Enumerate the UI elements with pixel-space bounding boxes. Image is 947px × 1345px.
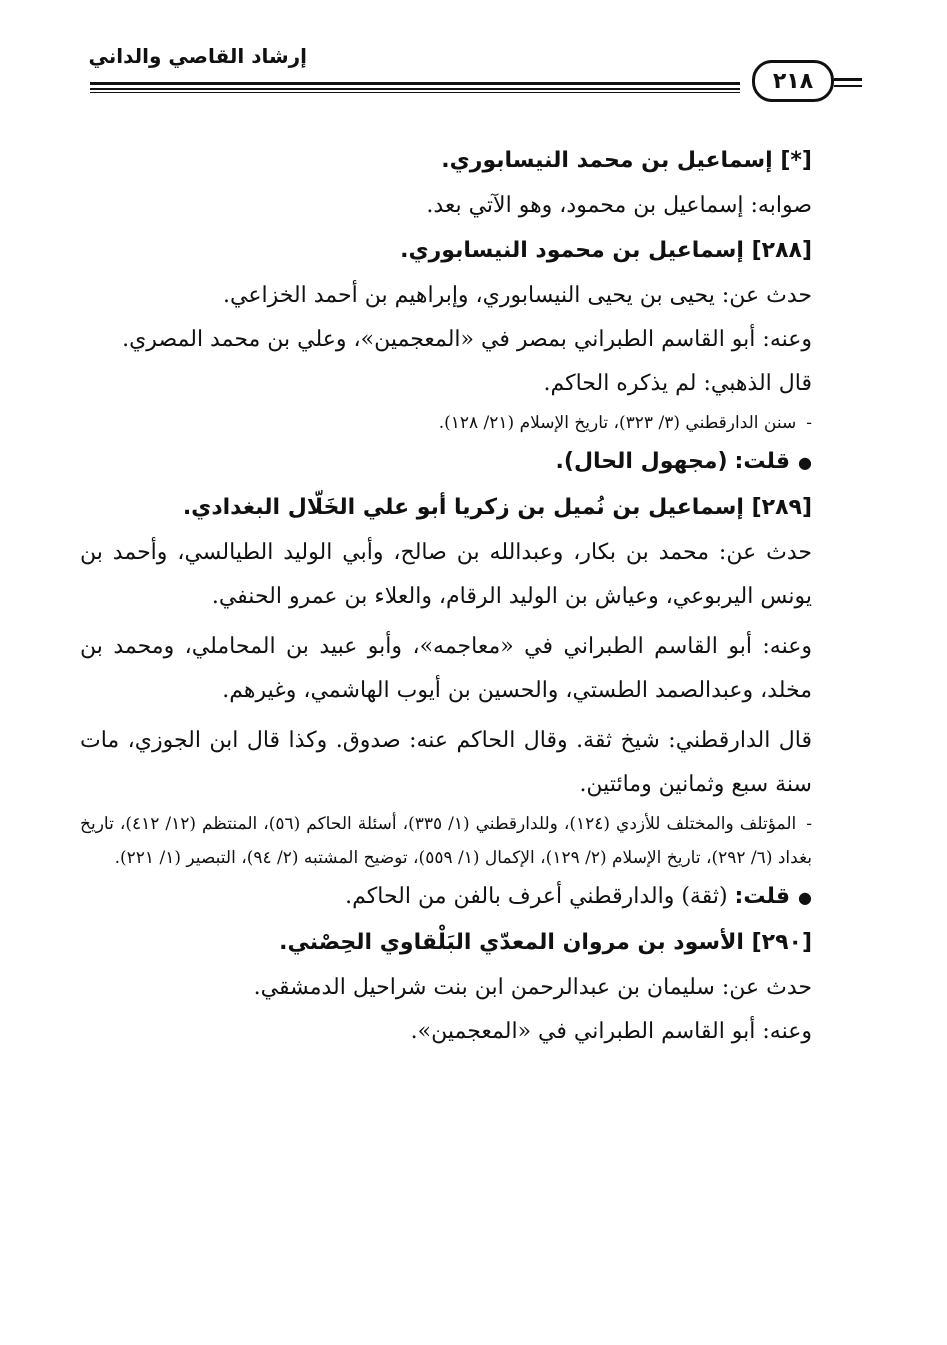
sources-line xyxy=(80,406,812,440)
page-number: ٢١٨ xyxy=(772,68,814,94)
entry-line: حدث عن: يحيى بن يحيى النيسابوري، وإبراهيم بن أحمد الخزاعي. xyxy=(223,283,812,308)
entry-line: قال الدارقطني: شيخ ثقة. وقال الحاكم عنه: صدوق. وكذا قال ابن الجوزي، مات سنة سبع وثمانين ومائتين. xyxy=(80,728,812,797)
entry-line: حدث عن: سليمان بن عبدالرحمن ابن بنت شراحيل الدمشقي. xyxy=(253,975,812,1000)
running-header-title: إرشاد القاصي والداني xyxy=(88,44,307,68)
sources-line xyxy=(80,807,812,875)
page-number-dash-thin xyxy=(834,85,862,87)
sources-dash: - xyxy=(806,814,812,834)
entry-line: قال الذهبي: لم يذكره الحاكم. xyxy=(543,371,812,396)
entry-line: صوابه: إسماعيل بن محمود، وهو الآتي بعد. xyxy=(426,193,812,218)
header-rule-thin xyxy=(90,88,740,90)
entry-title: [٢٨٨] إسماعيل بن محمود النيسابوري. xyxy=(400,238,812,263)
entry-line: وعنه: أبو القاسم الطبراني في «المعجمين». xyxy=(410,1019,812,1044)
verdict-text: (مجهول الحال). xyxy=(555,449,728,474)
header-rule-hairline xyxy=(90,92,740,93)
bullet-icon: ● xyxy=(798,888,812,907)
sources-text: المؤتلف والمختلف للأزدي (١٢٤)، وللدارقطني (١/ ٣٣٥)، أسئلة الحاكم (٥٦)، المنتظم (١٢/ ٤١٢)، تاريخ بغداد (٦/ ٢٩٢)، تاريخ الإسلام (٢/ ١٢٩)، الإكمال (١/ ٥٥٩)، توضيح المشتبه (٢/ ٩٤)، التبصير (١/ ٢٢١). xyxy=(80,814,812,868)
sources-text: سنن الدارقطني (٣/ ٣٢٣)، تاريخ الإسلام (٢١/ ١٢٨). xyxy=(438,413,797,433)
verdict-line xyxy=(80,440,812,485)
page-number-badge xyxy=(752,60,834,102)
bullet-icon: ● xyxy=(798,453,812,472)
page-number-dash xyxy=(834,78,862,81)
entry-title: [٢٩٠] الأسود بن مروان المعدّي البَلْقاوي الحِصْني. xyxy=(279,930,812,955)
verdict-text: (ثقة) والدارقطني أعرف بالفن من الحاكم. xyxy=(345,884,728,909)
entry-line: حدث عن: محمد بن بكار، وعبدالله بن صالح، وأبي الوليد الطيالسي، وأحمد بن يونس اليربوعي، وعياش بن الوليد الرقام، والعلاء بن عمرو الحنفي. xyxy=(80,540,812,609)
verdict-label: قلت: xyxy=(734,449,791,474)
entry-line: وعنه: أبو القاسم الطبراني في «معاجمه»، وأبو عبيد بن المحاملي، ومحمد بن مخلد، وعبدالصمد الطستي، والحسين بن أيوب الهاشمي، وغيرهم. xyxy=(80,634,812,703)
verdict-line xyxy=(80,875,812,920)
verdict-label: قلت: xyxy=(734,884,791,909)
entry-title: [*] إسماعيل بن محمد النيسابوري. xyxy=(441,148,812,173)
entry-title: [٢٨٩] إسماعيل بن نُميل بن زكريا أبو علي الخَلّال البغدادي. xyxy=(182,495,812,520)
header-rule-thick xyxy=(90,82,740,85)
page-body xyxy=(80,138,812,1054)
sources-dash: - xyxy=(806,413,812,433)
entry-line: وعنه: أبو القاسم الطبراني بمصر في «المعجمين»، وعلي بن محمد المصري. xyxy=(122,327,812,352)
